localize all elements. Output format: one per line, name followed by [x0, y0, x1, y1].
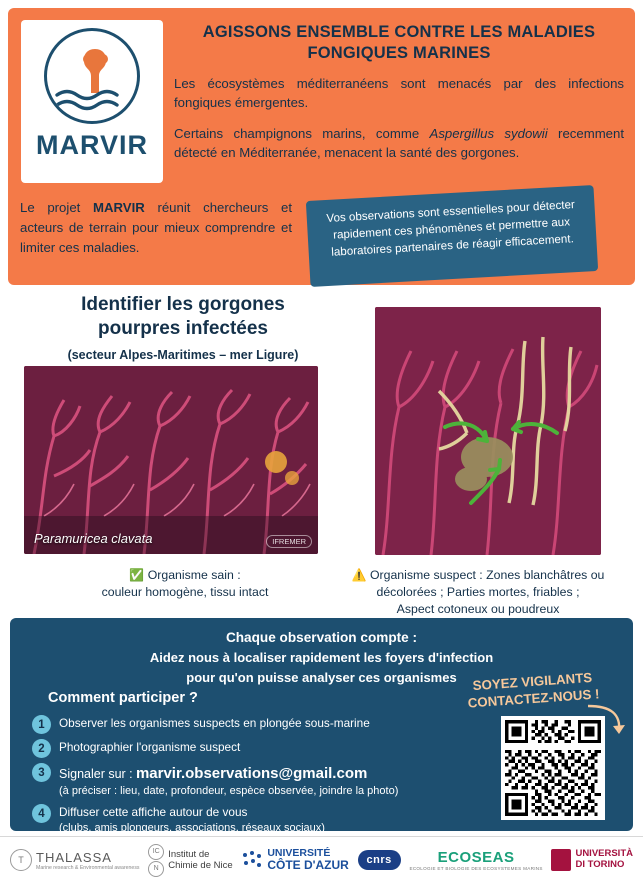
para3-part-a: Le projet [20, 200, 93, 215]
header-paragraph-3 [20, 198, 292, 257]
para2-part-a: Certains champignons marins, comme [174, 125, 430, 141]
callout-box [306, 185, 598, 287]
step-number: 2 [32, 739, 51, 758]
step-item [32, 738, 452, 758]
step-number: 3 [32, 763, 51, 782]
warning-orange-icon: ⚠️ [351, 568, 367, 582]
step-text: Signaler sur : [59, 767, 133, 781]
section-title-line1: Identifier les gorgones [81, 294, 285, 315]
partner-logo-ecoseas [409, 849, 542, 871]
caption-suspect-text1: Organisme suspect : Zones blanchâtres ou [369, 568, 605, 582]
caption-healthy [60, 567, 310, 601]
torino-shield-icon [551, 849, 571, 871]
section-title [18, 293, 348, 341]
header-text-block [174, 22, 624, 162]
logo-circle-icon [44, 28, 140, 124]
photo-suspect-gorgonian [375, 307, 601, 555]
thalassa-name: THALASSA [36, 849, 112, 865]
participate-label: Comment participer ? [48, 690, 198, 706]
thalassa-subtitle: Marine research & Environmental awareness [36, 864, 140, 871]
chimie-nice-line2: Chimie de Nice [168, 860, 233, 871]
photo-species-caption: Paramuricea clavata [34, 531, 153, 546]
caption-healthy-line1 [60, 567, 310, 584]
ecoseas-subtitle: ECOLOGIE ET BIOLOGIE DES ECOSYSTEMES MARINS [409, 866, 543, 871]
step-number: 1 [32, 715, 51, 734]
poster-title-line1: AGISSONS ENSEMBLE CONTRE LES MALADIES [202, 23, 596, 41]
step-note: (à préciser : lieu, date, profondeur, espèce observée, joindre la photo) [59, 785, 399, 798]
partner-logo-cnrs: cnrs [358, 850, 401, 870]
step-number: 4 [32, 804, 51, 823]
call-to-action-panel [10, 618, 633, 835]
waves-icon [55, 87, 133, 113]
cta-heading-line3: pour qu'on puisse analyser ces organismes [186, 670, 457, 686]
section-title-line2: pourpres infectées [98, 317, 268, 339]
para3-part-b: réunit chercheurs et acteurs de terrain pour mieux comprendre et limiter ces maladies. [20, 200, 292, 255]
caption-suspect-line1 [333, 567, 623, 584]
uca-line2: CÔTE D'AZUR [267, 858, 349, 873]
torino-line2: DI TORINO [575, 859, 625, 870]
step-note: (clubs, amis plongeurs, associations, réseaux sociaux) [59, 822, 325, 835]
vigilance-line2: CONTACTEZ-NOUS ! [467, 686, 600, 711]
chimie-nice-line1: Institut de [168, 848, 210, 860]
photo-credit-badge: IFREMER [266, 535, 312, 548]
step-item [32, 714, 452, 734]
healthy-coral-illustration [24, 366, 318, 554]
step-text-email [59, 762, 398, 799]
partner-logo-torino [551, 849, 633, 871]
project-name: MARVIR [93, 200, 145, 215]
poster-title [174, 22, 624, 63]
cta-heading-line2: Aidez nous à localiser rapidement les foyers d'infection [149, 650, 494, 666]
torino-line1: UNIVERSITÀ [575, 848, 633, 860]
qr-code-image [505, 720, 601, 816]
partner-logo-chimie-nice [148, 844, 232, 877]
vigilance-line1: SOYEZ VIGILANTS [472, 669, 593, 694]
logo-wordmark: MARVIR [35, 130, 148, 160]
partners-footer [0, 836, 643, 883]
qr-code[interactable] [501, 716, 605, 820]
marvir-logo [21, 20, 163, 183]
caption-suspect-text3: Aspect cotoneux ou poudreux [396, 602, 560, 617]
callout-text: Vos observations sont essentielles pour détecter rapidement ces phénomènes et permettre aux laboratoires partenaires de réagir efficacement. [326, 198, 576, 259]
caption-healthy-text1: Organisme sain : [147, 568, 241, 582]
contact-email[interactable]: marvir.observations@gmail.com [135, 765, 368, 782]
photo-healthy-gorgonian [24, 366, 318, 554]
caption-healthy-text2: couleur homogène, tissu intact [101, 585, 269, 600]
step-text: Diffuser cette affiche autour de vous [59, 805, 248, 820]
poster-title-line2: FONGIQUES MARINES [307, 43, 491, 62]
para2-part-b: recemment détecté en Méditerranée, menacent la santé des gorgones. [174, 125, 625, 160]
step-text-share [59, 803, 325, 836]
partner-logo-thalassa [10, 849, 140, 871]
step-text: Observer les organismes suspects en plongée sous-marine [59, 716, 370, 730]
header-paragraph-1: Les écosystèmes méditerranéens sont menacés par des infections fongiques émergentes. [174, 76, 624, 111]
species-name-aspergillus: Aspergillus sydowii [429, 125, 548, 141]
cta-heading-line1: Chaque observation compte : [225, 630, 418, 645]
suspect-coral-illustration [375, 307, 601, 555]
thalassa-mark-icon: T [10, 849, 32, 871]
header-paragraph-2 [174, 124, 624, 162]
ecoseas-name: ECOSEAS [437, 849, 515, 866]
step-item [32, 762, 452, 799]
step-item [32, 803, 452, 836]
icn-mark-icon-1: IC [148, 844, 164, 860]
step-text: Photographier l'organisme suspect [59, 740, 241, 754]
caption-suspect [333, 567, 623, 619]
header-banner [8, 8, 635, 285]
icn-mark-icon-2: N [148, 861, 164, 877]
caption-suspect-text2: décolorées ; Parties mortes, friables ; [376, 585, 580, 600]
section-subtitle: (secteur Alpes-Maritimes – mer Ligure) [67, 348, 299, 362]
participation-steps [32, 714, 452, 840]
check-green-icon: ✅ [129, 568, 145, 582]
uca-dots-icon [241, 849, 263, 871]
uca-line1: UNIVERSITÉ [267, 847, 331, 860]
partner-logo-uca [241, 847, 349, 873]
